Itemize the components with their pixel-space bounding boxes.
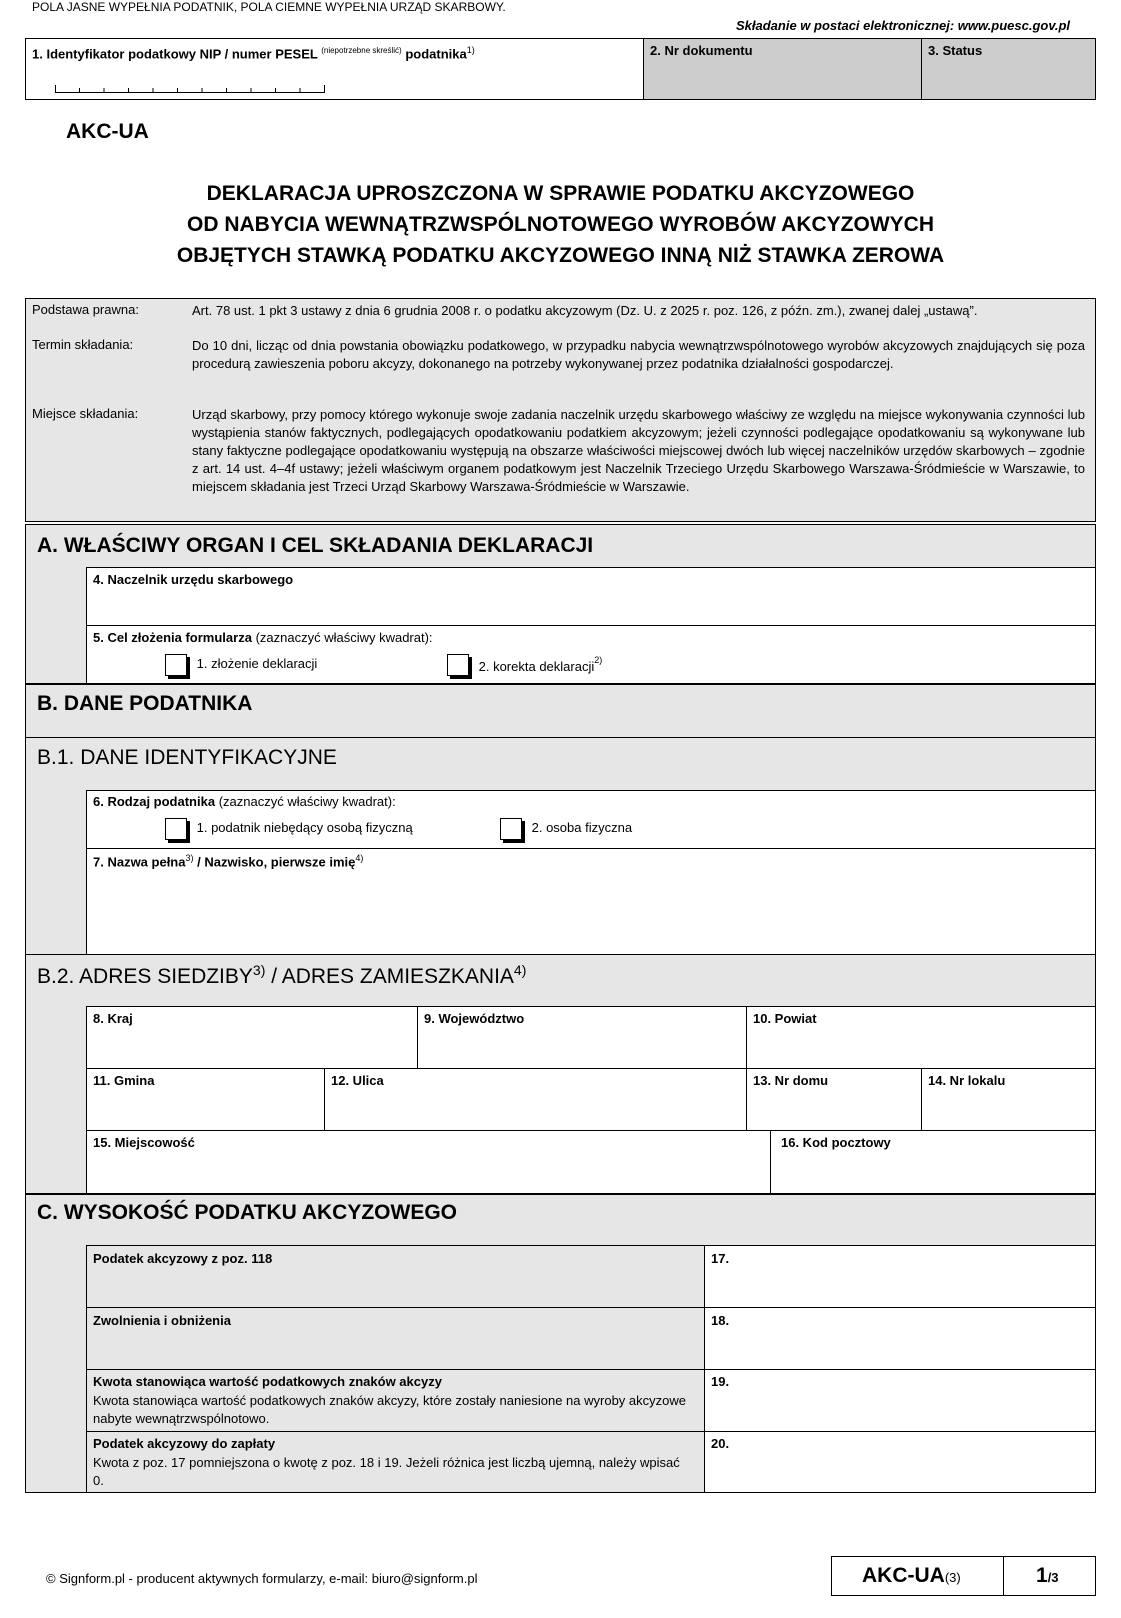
footer-page: 1/3 bbox=[1036, 1564, 1059, 1587]
row-18-label: Zwolnienia i obniżenia bbox=[93, 1313, 231, 1328]
field-19[interactable] bbox=[704, 1369, 1096, 1432]
footer-divider bbox=[1003, 1556, 1004, 1596]
field-13-label: 13. Nr domu bbox=[753, 1073, 829, 1088]
checkbox[interactable] bbox=[500, 818, 522, 840]
section-b2-title: B.2. ADRES SIEDZIBY$^{3)}$ / ADRES ZAMIESZKANIA$^{4)}$ bbox=[37, 962, 527, 988]
checkbox[interactable] bbox=[447, 654, 469, 676]
footer-copyright: © Signform.pl - producent aktywnych formularzy, e-mail: biuro@signform.pl bbox=[46, 1571, 478, 1586]
field-8[interactable] bbox=[86, 1006, 418, 1069]
section-b-title: B. DANE PODATNIKA bbox=[37, 692, 253, 715]
field3-label: 3. Status bbox=[928, 43, 983, 58]
option-fizyczna[interactable]: 2. osoba fizyczna bbox=[500, 818, 632, 840]
row-17-label: Podatek akcyzowy z poz. 118 bbox=[93, 1251, 273, 1266]
section-b1-title: B.1. DANE IDENTYFIKACYJNE bbox=[37, 746, 337, 769]
row-19-desc: Kwota stanowiąca wartość podatkowych znaków akcyzy, które zostały naniesione na wyroby akcyzowe nabyte wewnątrzwspólnotowo. bbox=[93, 1393, 686, 1426]
field-4-label: 4. Naczelnik urzędu skarbowego bbox=[93, 572, 294, 587]
basis-text: Art. 78 ust. 1 pkt 3 ustawy z dnia 6 grudnia 2008 r. o podatku akcyzowym (Dz. U. z 2025 r. poz. 126, z późn. zm.), zwanej dalej „ustawą”. bbox=[192, 303, 978, 318]
place-label: Miejsce składania: bbox=[32, 406, 139, 421]
checkbox[interactable] bbox=[165, 654, 187, 676]
field-19-label: 19. bbox=[711, 1374, 730, 1389]
field-14-label: 14. Nr lokalu bbox=[928, 1073, 1006, 1088]
basis-label: Podstawa prawna: bbox=[32, 302, 139, 317]
row-20-label: Podatek akcyzowy do zapłaty bbox=[93, 1436, 276, 1451]
deadline-label: Termin składania: bbox=[32, 337, 134, 352]
field-15-label: 15. Miejscowość bbox=[93, 1135, 195, 1150]
field-20-label: 20. bbox=[711, 1436, 730, 1451]
field-12-label: 12. Ulica bbox=[331, 1073, 384, 1088]
field-5-label: 5. Cel złożenia formularza (zaznaczyć właściwy kwadrat): bbox=[93, 630, 433, 645]
page-title: DEKLARACJA UPROSZCZONA W SPRAWIE PODATKU AKCYZOWEGO OD NABYCIA WEWNĄTRZWSPÓLNOTOWEGO WYROBÓW AKCYZOWYCH OBJĘTYCH STAWKĄ PODATKU AKCYZOWEGO INNĄ NIŻ STAWKA ZEROWA bbox=[176, 182, 945, 267]
field-16-label: 16. Kod pocztowy bbox=[781, 1135, 891, 1150]
field-7-label: 7. Nazwa pełna$^{3)}$ / Nazwisko, pierwsze imię$^{4)}$ bbox=[93, 853, 364, 870]
field-20[interactable] bbox=[704, 1431, 1096, 1493]
field-12[interactable] bbox=[324, 1068, 747, 1131]
top-note: POLA JASNE WYPEŁNIA PODATNIK, POLA CIEMNE WYPEŁNIA URZĄD SKARBOWY. bbox=[32, 0, 506, 14]
option-korekta[interactable]: 2. korekta deklaracji$^{2)}$ bbox=[447, 654, 602, 676]
field-6-label: 6. Rodzaj podatnika (zaznaczyć właściwy kwadrat): bbox=[93, 794, 396, 809]
section-c-title: C. WYSOKOŚĆ PODATKU AKCYZOWEGO bbox=[37, 1201, 457, 1224]
form-code: AKC-UA bbox=[66, 120, 149, 143]
field-17-label: 17. bbox=[711, 1251, 730, 1266]
option-zlozenie[interactable]: 1. złożenie deklaracji bbox=[165, 654, 317, 676]
field-10-label: 10. Powiat bbox=[753, 1011, 817, 1026]
field-17[interactable] bbox=[704, 1245, 1096, 1308]
deadline-text: Do 10 dni, licząc od dnia powstania obowiązku podatkowego, w przypadku nabycia wewnątrzwspólnotowego wyrobów akcyzowych znajdujących się poza procedurą zawieszenia poboru akcyzy, dokonanego na potrzeby wykonywanej przez podatnika działalności gospodarczej. bbox=[192, 338, 1085, 371]
field-18[interactable] bbox=[704, 1307, 1096, 1370]
row-19-label: Kwota stanowiąca wartość podatkowych znaków akcyzy bbox=[93, 1374, 442, 1389]
place-text: Urząd skarbowy, przy pomocy którego wykonuje swoje zadania naczelnik urzędu skarbowego właściwy ze względu na miejsce wykonywania czynności lub wystąpienia stanów faktycznych, podlegających opodatkowaniu podatkiem akcyzowym; jeżeli czynności podlegające opodatkowaniu są wykonywane lub stany faktyczne podlegające opodatkowaniu występują na obszarze właściwości miejscowej dwóch lub więcej naczelników urzędów skarbowych – zgodnie z art. 14 ust. 4–4f ustawy; jeżeli właściwym organem podatkowym jest Naczelnik Trzeciego Urzędu Skarbowego Warszawa-Śródmieście w Warszawie, to miejscem składania jest Trzeci Urząd Skarbowy Warszawa-Śródmieście w Warszawie. bbox=[192, 407, 1085, 494]
nip-input[interactable] bbox=[55, 85, 325, 93]
option-niefizyczna[interactable]: 1. podatnik niebędący osobą fizyczną bbox=[165, 818, 413, 840]
field-9-label: 9. Województwo bbox=[424, 1011, 525, 1026]
field-18-label: 18. bbox=[711, 1313, 730, 1328]
electronic-note: Składanie w postaci elektronicznej: www.puesc.gov.pl bbox=[736, 18, 1071, 33]
field-8-label: 8. Kraj bbox=[93, 1011, 133, 1026]
field1-label: 1. Identyfikator podatkowy NIP / numer PESEL $^{(niepotrzebne skreślić)}$ podatnika$^{1)}$ bbox=[32, 45, 475, 62]
section-a-title: A. WŁAŚCIWY ORGAN I CEL SKŁADANIA DEKLARACJI bbox=[37, 534, 594, 557]
field2-label: 2. Nr dokumentu bbox=[650, 43, 753, 58]
field-11-label: 11. Gmina bbox=[93, 1073, 155, 1088]
footer-code: AKC-UA(3) bbox=[862, 1564, 961, 1587]
checkbox[interactable] bbox=[165, 818, 187, 840]
row-20-desc: Kwota z poz. 17 pomniejszona o kwotę z poz. 18 i 19. Jeżeli różnica jest liczbą ujemną, należy wpisać 0. bbox=[93, 1455, 680, 1488]
